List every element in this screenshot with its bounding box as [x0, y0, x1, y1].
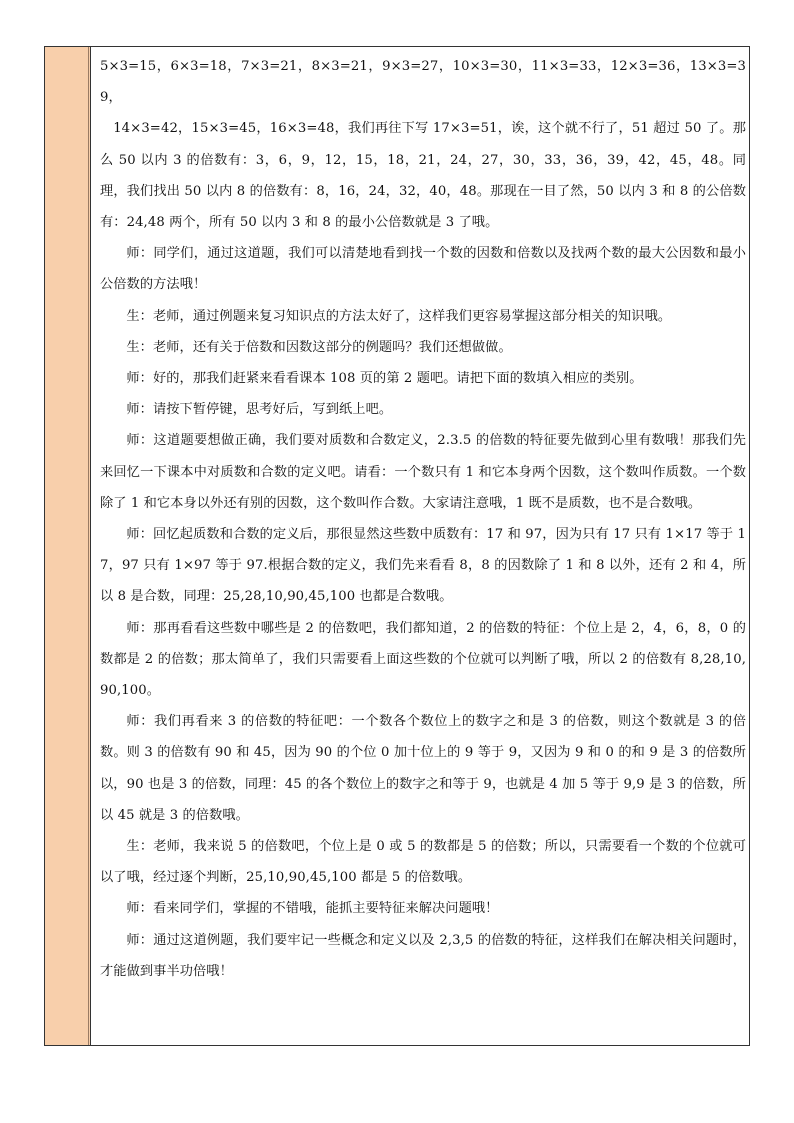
paragraph: 生：老师，我来说 5 的倍数吧，个位上是 0 或 5 的数都是 5 的倍数；所以，只需要看一个数的个位就可以了哦，经过逐个判断，25,10,90,45,100 都是 5 的倍数哦。	[100, 839, 746, 886]
paragraph: 师：好的，那我们赶紧来看看课本 108 页的第 2 题吧。请把下面的数填入相应的类别。	[126, 371, 643, 387]
paragraph: 师：那再看看这些数中哪些是 2 的倍数吧，我们都知道，2 的倍数的特征：个位上是 2，4，6，8，0 的数都是 2 的倍数；那太简单了，我们只需要看上面这些数的个位就可以判断了哦，所以 2 的倍数有 8,28,10,90,100。	[100, 620, 746, 699]
paragraph: 师：我们再看来 3 的倍数的特征吧：一个数各个数位上的数字之和是 3 的倍数，则这个数就是 3 的倍数。则 3 的倍数有 90 和 45，因为 90 的个位 0 加十位上的 9 等于 9，又因为 9 和 0 的和 9 是 3 的倍数所以，90 也是 3 的倍数，同理：45 的各个数位上的数字之和等于 9，也就是 4 加 5 等于 9,9 是 3 的倍数，所以 45 就是 3 的倍数哦。	[100, 714, 746, 823]
paragraph: 生：老师，通过例题来复习知识点的方法太好了，这样我们更容易掌握这部分相关的知识哦。	[126, 308, 672, 324]
paragraph: 师：通过这道例题，我们要牢记一些概念和定义以及 2,3,5 的倍数的特征，这样我们在解决相关问题时，才能做到事半功倍哦！	[100, 932, 746, 979]
paragraph: 师：请按下暂停键，思考好后，写到纸上吧。	[126, 402, 393, 418]
left-column	[45, 47, 91, 1045]
paragraph: 师：同学们，通过这道题，我们可以清楚地看到找一个数的因数和倍数以及找两个数的最大公因数和最小公倍数的方法哦！	[100, 246, 746, 293]
paragraph: 师：看来同学们，掌握的不错哦，能抓主要特征来解决问题哦！	[126, 901, 499, 917]
paragraph: 师：这道题要想做正确，我们要对质数和合数定义，2.3.5 的倍数的特征要先做到心里有数哦！那我们先来回忆一下课本中对质数和合数的定义吧。请看：一个数只有 1 和它本身两个因数，这个数叫作质数。一个数除了 1 和它本身以外还有别的因数，这个数叫作合数。大家请注意哦，1 既不是质数，也不是合数哦。	[100, 433, 746, 511]
paragraph: 生：老师，还有关于倍数和因数这部分的例题吗？我们还想做做。	[126, 339, 512, 355]
paragraph: 师：回忆起质数和合数的定义后，那很显然这些数中质数有：17 和 97，因为只有 17 只有 1×17 等于 17，97 只有 1×97 等于 97.根据合数的定义，我们先来看看 8，8 的因数除了 1 和 8 以外，还有 2 和 4，所以 8 是合数，同理：25,28,10,90,45,100 也都是合数哦。	[100, 527, 746, 605]
lesson-table	[44, 46, 750, 1046]
lesson-content	[100, 51, 746, 987]
paragraph: 5×3=15，6×3=18，7×3=21，8×3=21，9×3=27，10×3=30，11×3=33，12×3=36，13×3=39，	[100, 59, 746, 106]
paragraph: 14×3=42，15×3=45，16×3=48，我们再往下写 17×3=51，诶，这个就不行了，51 超过 50 了。那么 50 以内 3 的倍数有：3，6，9，12，15，18，21，24，27，30，33，36，39，42，45，48。同理，我们找出 50 以内 8 的倍数有：8，16，24，32，40，48。那现在一目了然，50 以内 3 和 8 的公倍数有：24,48 两个，所有 50 以内 3 和 8 的最小公倍数就是 3 了哦。	[100, 121, 746, 231]
